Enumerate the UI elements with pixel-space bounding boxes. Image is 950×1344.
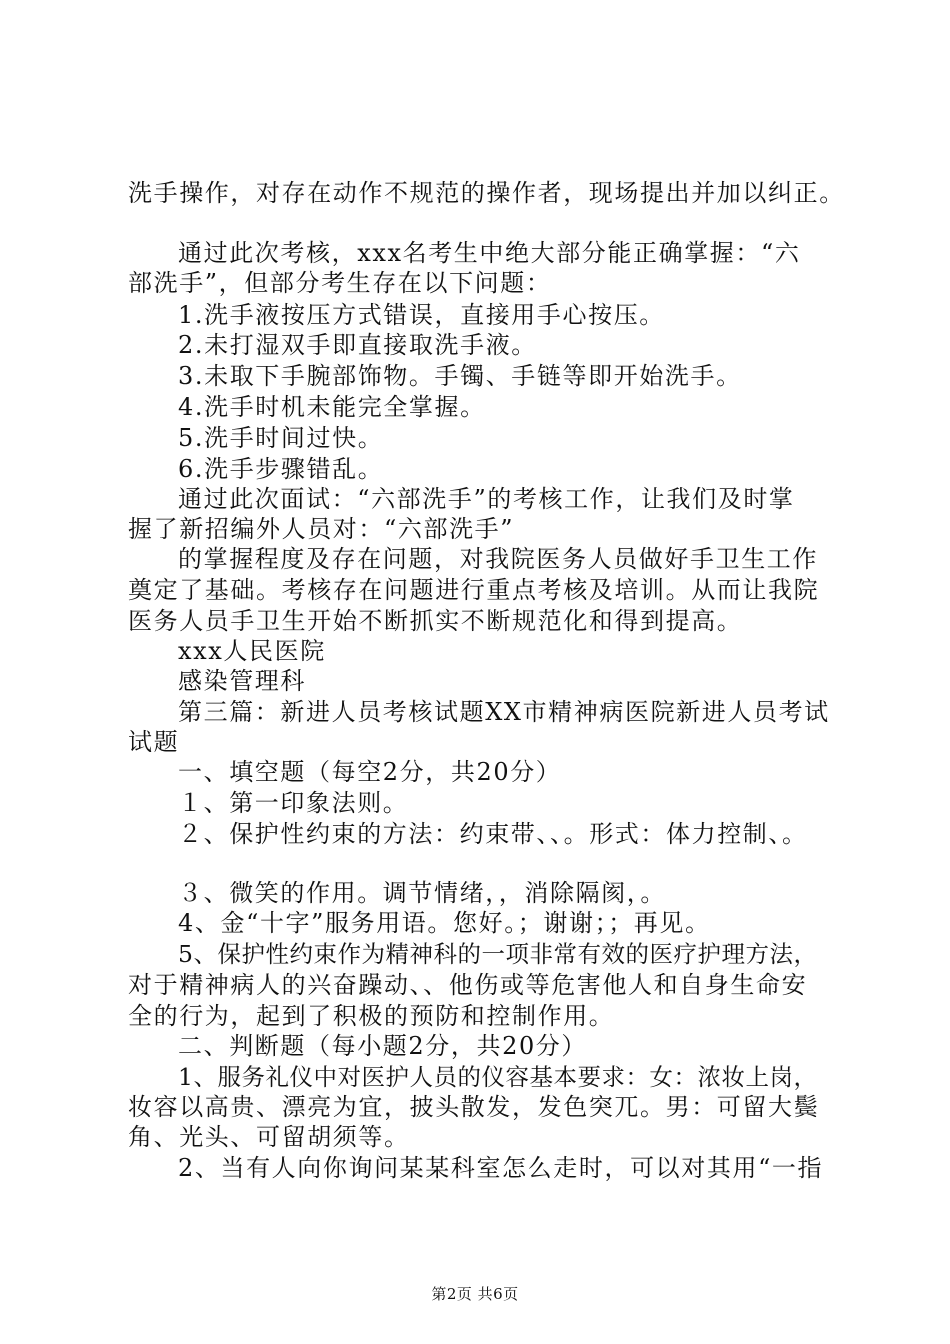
section-heading: 试题 <box>128 728 180 756</box>
text-line: 妆容以高贵、漂亮为宜，披头散发，发色突兀。男：可留大鬓 <box>128 1093 820 1121</box>
list-item: 6.洗手步骤错乱。 <box>178 455 384 483</box>
text-line: 角、光头、可留胡须等。 <box>128 1123 410 1151</box>
list-item: 2.未打湿双手即直接取洗手液。 <box>178 331 537 359</box>
list-item: 3.未取下手腕部饰物。手镯、手链等即开始洗手。 <box>178 362 742 390</box>
signature-org: xxx人民医院 <box>178 637 326 665</box>
text-line: 的掌握程度及存在问题，对我院医务人员做好手卫生工作 <box>178 545 818 573</box>
question-item: 1、服务礼仪中对医护人员的仪容基本要求：女：浓妆上岗， <box>178 1063 818 1091</box>
page-number-footer: 第2页 共6页 <box>431 1285 519 1303</box>
text-line: 洗手操作，对存在动作不规范的操作者，现场提出并加以纠正。 <box>128 179 845 207</box>
text-line: 医务人员手卫生开始不断抓实不断规范化和得到提高。 <box>128 607 743 635</box>
text-line: 握了新招编外人员对：“六部洗手” <box>128 515 515 543</box>
question-item: １、第一印象法则。 <box>178 789 409 817</box>
question-heading: 一、填空题（每空2分，共20分） <box>178 758 562 786</box>
signature-dept: 感染管理科 <box>178 667 306 695</box>
text-line: 全的行为，起到了积极的预防和控制作用。 <box>128 1002 615 1030</box>
text-line: 奠定了基础。考核存在问题进行重点考核及培训。从而让我院 <box>128 576 820 604</box>
question-item: ３、微笑的作用。调节情绪，，消除隔阂，。 <box>178 879 666 907</box>
question-item: 2、当有人向你询问某某科室怎么走时，可以对其用“一指 <box>178 1154 824 1182</box>
text-line: 部洗手”，但部分考生存在以下问题： <box>128 269 552 297</box>
text-line: 对于精神病人的兴奋躁动、、他伤或等危害他人和自身生命安 <box>128 971 808 999</box>
list-item: 4.洗手时机未能完全掌握。 <box>178 393 486 421</box>
question-item: 4、金“十字”服务用语。您好。；谢谢；；再见。 <box>178 909 711 937</box>
question-item: 5、保护性约束作为精神科的一项非常有效的医疗护理方法， <box>178 940 818 968</box>
list-item: 1.洗手液按压方式错误，直接用手心按压。 <box>178 301 665 329</box>
text-line: 通过此次面试：“六部洗手”的考核工作，让我们及时掌 <box>178 485 795 513</box>
question-heading: 二、判断题（每小题2分，共20分） <box>178 1032 588 1060</box>
section-heading: 第三篇：新进人员考核试题XX市精神病医院新进人员考试 <box>178 698 830 726</box>
question-item: ２、保护性约束的方法：约束带、、。形式：体力控制、。 <box>178 820 808 848</box>
text-line: 通过此次考核，xxx名考生中绝大部分能正确掌握：“六 <box>178 239 801 267</box>
list-item: 5.洗手时间过快。 <box>178 424 384 452</box>
